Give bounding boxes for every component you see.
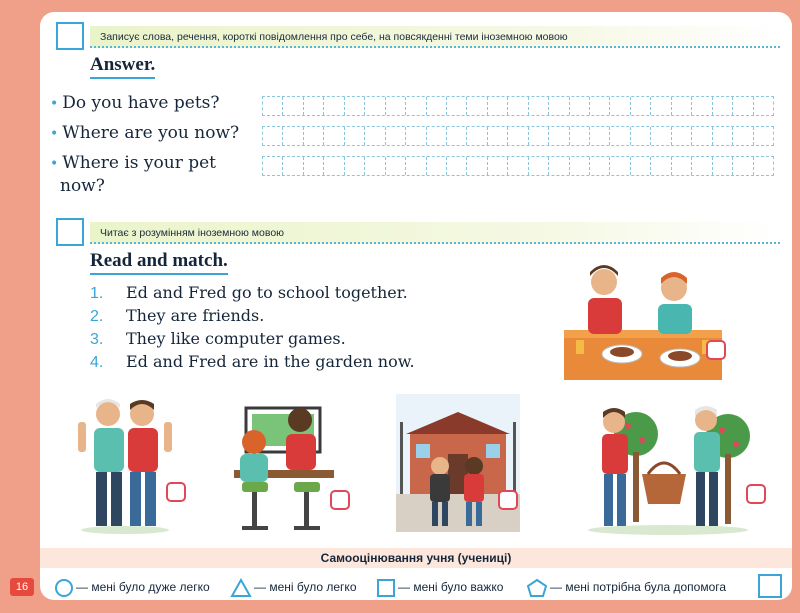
statement-4: 4. Ed and Fred are in the garden now. [90,352,415,371]
bullet-icon: • [50,156,59,172]
boys-eating-picture [564,256,734,380]
question-3: • Where is your pet now? [50,153,216,196]
answer-grid-3[interactable] [262,156,774,176]
answer-grid-2[interactable] [262,126,774,146]
answer-box-school[interactable] [498,490,518,510]
circle-icon [54,578,74,598]
heading-underline [90,77,155,79]
pentagon-icon [526,578,548,598]
instruction-strip-2 [90,222,780,244]
worksheet-page [40,12,792,600]
question-2: • Where are you now? [50,123,240,143]
page-number: 16 [10,578,34,596]
question-1: • Do you have pets? [50,93,220,113]
answer-heading: Answer. [90,54,155,76]
boys-hugging-picture [70,392,180,534]
statement-1: 1. Ed and Fred go to school together. [90,283,408,302]
legend-circle: — мені було дуже легко [54,576,210,598]
instruction-strip-1 [90,26,780,48]
self-assessment-title: Самооцінювання учня (учениці) [40,548,792,568]
boys-in-garden-picture [578,396,758,536]
legend-pentagon: — мені потрібна була допомога [526,576,726,598]
self-assessment-box[interactable] [758,574,782,598]
self-check-box-1[interactable] [56,22,84,50]
answer-box-garden[interactable] [746,484,766,504]
statement-3: 3. They like computer games. [90,329,346,348]
triangle-icon [230,578,252,598]
bullet-icon: • [50,96,59,112]
heading-underline [90,273,228,275]
answer-box-computer[interactable] [330,490,350,510]
legend-square: — мені було важко [376,576,503,598]
bullet-icon: • [50,126,59,142]
answer-grid-1[interactable] [262,96,774,116]
self-assessment-legend [40,572,792,600]
answer-box-eating[interactable] [706,340,726,360]
statement-2: 2. They are friends. [90,306,265,325]
self-check-box-2[interactable] [56,218,84,246]
square-icon [376,578,396,598]
read-and-match-heading: Read and match. [90,250,228,272]
instruction-text-1: Записує слова, речення, короткі повідомлення про себе, на повсякденні теми іноземною мовою [100,31,568,43]
boys-going-to-school-picture [396,394,520,532]
legend-triangle: — мені було легко [230,576,357,598]
instruction-text-2: Читає з розумінням іноземною мовою [100,227,285,239]
boys-at-computer-picture [228,398,336,534]
answer-box-hugging[interactable] [166,482,186,502]
